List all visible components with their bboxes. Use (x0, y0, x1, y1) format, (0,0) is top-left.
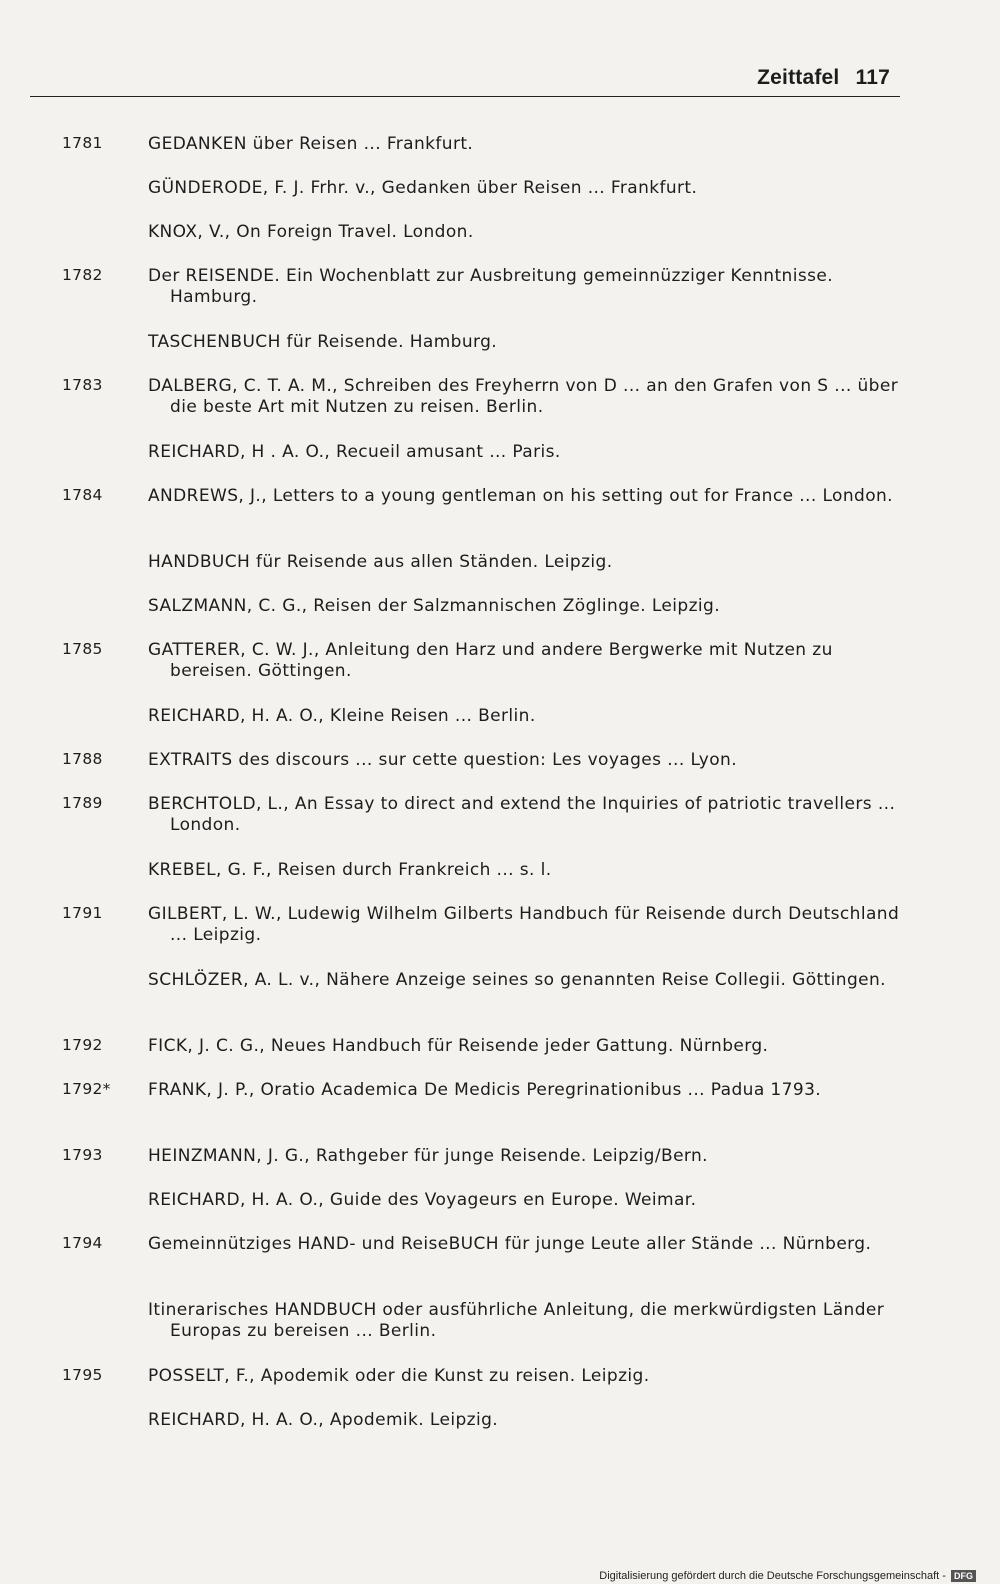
chronology-entry (0, 750, 1000, 770)
chronology-entry (0, 1146, 1000, 1166)
entry-text: DALBERG, C. T. A. M., Schreiben des Freyherrn von D ... an den Grafen von S ... über die beste Art mit Nutzen zu reisen. Berlin. (148, 376, 899, 417)
entry-year: 1789 (62, 794, 103, 812)
entry-text: POSSELT, F., Apodemik oder die Kunst zu reisen. Leipzig. (148, 1366, 650, 1386)
chronology-list (0, 134, 1000, 1454)
entry-text: HANDBUCH für Reisende aus allen Ständen. Leipzig. (148, 552, 613, 572)
entry-text: FRANK, J. P., Oratio Academica De Medicis Peregrinationibus ... Padua 1793. (148, 1080, 822, 1100)
chronology-entry (0, 640, 1000, 682)
dfg-logo-icon: DFG (951, 1570, 976, 1582)
entry-text: SCHLÖZER, A. L. v., Nähere Anzeige seines so genannten Reise Collegii. Göttingen. (148, 970, 886, 990)
footer-text: Digitalisierung gefördert durch die Deutsche Forschungsgemeinschaft - (599, 1569, 946, 1582)
digitization-footer (599, 1570, 976, 1582)
chronology-entry (0, 1190, 1000, 1210)
entry-year: 1792 (62, 1036, 103, 1054)
header-title: Zeittafel (757, 66, 840, 89)
entry-text: BERCHTOLD, L., An Essay to direct and extend the Inquiries of patriotic travellers ... London. (148, 794, 896, 835)
header-rule (30, 96, 900, 97)
entry-year: 1784 (62, 486, 103, 504)
entry-year: 1791 (62, 904, 103, 922)
entry-year: 1794 (62, 1234, 103, 1252)
entry-text: Der REISENDE. Ein Wochenblatt zur Ausbreitung gemeinnüzziger Kenntnisse. Hamburg. (148, 266, 834, 307)
chronology-entry (0, 1366, 1000, 1386)
entry-year: 1782 (62, 266, 103, 284)
chronology-entry (0, 1080, 1000, 1122)
entry-year: 1793 (62, 1146, 103, 1164)
chronology-entry (0, 486, 1000, 528)
entry-text: REICHARD, H. A. O., Apodemik. Leipzig. (148, 1410, 499, 1430)
chronology-entry (0, 134, 1000, 154)
entry-text: GÜNDERODE, F. J. Frhr. v., Gedanken über Reisen ... Frankfurt. (148, 178, 698, 198)
chronology-entry (0, 1300, 1000, 1342)
page-number: 117 (855, 66, 890, 89)
chronology-entry (0, 442, 1000, 462)
entry-text: ANDREWS, J., Letters to a young gentleman on his setting out for France ... London. (148, 486, 893, 506)
entry-text: FICK, J. C. G., Neues Handbuch für Reisende jeder Gattung. Nürnberg. (148, 1036, 769, 1056)
entry-year: 1781 (62, 134, 103, 152)
chronology-entry (0, 178, 1000, 198)
chronology-entry (0, 860, 1000, 880)
entry-year: 1785 (62, 640, 103, 658)
entry-year: 1792* (62, 1080, 111, 1098)
entry-text: GILBERT, L. W., Ludewig Wilhelm Gilberts Handbuch für Reisende durch Deutschland ... Leipzig. (148, 904, 900, 945)
chronology-entry (0, 706, 1000, 726)
chronology-entry (0, 596, 1000, 616)
chronology-entry (0, 1036, 1000, 1056)
entry-year: 1788 (62, 750, 103, 768)
running-header (757, 66, 890, 90)
chronology-entry (0, 222, 1000, 242)
chronology-entry (0, 552, 1000, 572)
chronology-entry (0, 794, 1000, 836)
entry-text: REICHARD, H. A. O., Kleine Reisen ... Berlin. (148, 706, 536, 726)
entry-text: SALZMANN, C. G., Reisen der Salzmannischen Zöglinge. Leipzig. (148, 596, 721, 616)
entry-text: KREBEL, G. F., Reisen durch Frankreich ... s. l. (148, 860, 552, 880)
chronology-entry (0, 1410, 1000, 1430)
chronology-entry (0, 332, 1000, 352)
entry-text: EXTRAITS des discours ... sur cette question: Les voyages ... Lyon. (148, 750, 737, 770)
entry-text: GEDANKEN über Reisen ... Frankfurt. (148, 134, 474, 154)
entry-year: 1783 (62, 376, 103, 394)
entry-year: 1795 (62, 1366, 103, 1384)
chronology-entry (0, 970, 1000, 1012)
chronology-entry (0, 376, 1000, 418)
entry-text: REICHARD, H . A. O., Recueil amusant ... Paris. (148, 442, 561, 462)
entry-text: Itinerarisches HANDBUCH oder ausführliche Anleitung, die merkwürdigsten Länder Europas zu bereisen ... Berlin. (148, 1300, 885, 1341)
chronology-entry (0, 266, 1000, 308)
entry-text: TASCHENBUCH für Reisende. Hamburg. (148, 332, 498, 352)
entry-text: Gemeinnütziges HAND- und ReiseBUCH für junge Leute aller Stände ... Nürnberg. (148, 1234, 872, 1254)
entry-text: KNOX, V., On Foreign Travel. London. (148, 222, 474, 242)
chronology-entry (0, 904, 1000, 946)
chronology-entry (0, 1234, 1000, 1276)
entry-text: REICHARD, H. A. O., Guide des Voyageurs en Europe. Weimar. (148, 1190, 697, 1210)
entry-text: GATTERER, C. W. J., Anleitung den Harz und andere Bergwerke mit Nutzen zu bereisen. Göttingen. (148, 640, 833, 681)
entry-text: HEINZMANN, J. G., Rathgeber für junge Reisende. Leipzig/Bern. (148, 1146, 708, 1166)
